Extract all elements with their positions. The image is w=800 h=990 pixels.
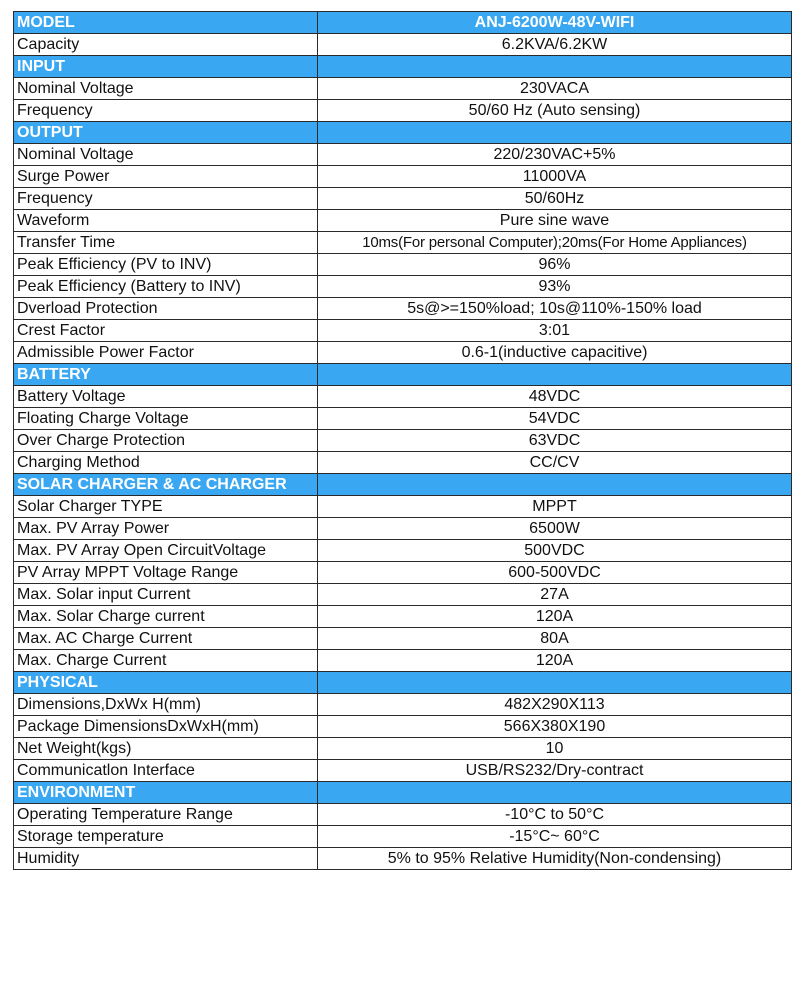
section-header-row [14,364,792,386]
spec-value: 6.2KVA/6.2KW [318,34,792,56]
spec-row [14,320,792,342]
spec-value: 10ms(For personal Computer);20ms(For Home Appliances) [318,232,792,254]
spec-value: 230VACA [318,78,792,100]
spec-row [14,628,792,650]
section-value [318,672,792,694]
spec-label: Capacity [14,34,318,56]
spec-row [14,452,792,474]
spec-label: Max. Solar input Current [14,584,318,606]
spec-row [14,254,792,276]
section-header-row [14,56,792,78]
spec-label: Max. Charge Current [14,650,318,672]
spec-value: 5s@>=150%load; 10s@110%-150% load [318,298,792,320]
spec-row [14,804,792,826]
spec-row [14,144,792,166]
section-value [318,364,792,386]
spec-row [14,562,792,584]
spec-row [14,386,792,408]
spec-row [14,276,792,298]
section-title: ENVIRONMENT [14,782,318,804]
section-value [318,782,792,804]
spec-value: 50/60Hz [318,188,792,210]
spec-row [14,540,792,562]
section-title: INPUT [14,56,318,78]
spec-value: 482X290X113 [318,694,792,716]
spec-value: CC/CV [318,452,792,474]
spec-row [14,716,792,738]
spec-table [13,11,792,870]
spec-row [14,166,792,188]
section-value [318,474,792,496]
spec-value: USB/RS232/Dry-contract [318,760,792,782]
spec-value: 48VDC [318,386,792,408]
spec-label: Dimensions,DxWx H(mm) [14,694,318,716]
section-header-row [14,122,792,144]
spec-value: 80A [318,628,792,650]
spec-label: Waveform [14,210,318,232]
spec-value: 63VDC [318,430,792,452]
spec-label: Battery Voltage [14,386,318,408]
spec-value: 5% to 95% Relative Humidity(Non-condensing) [318,848,792,870]
spec-value: 93% [318,276,792,298]
spec-value: -15°C~ 60°C [318,826,792,848]
spec-label: Frequency [14,188,318,210]
spec-value: 11000VA [318,166,792,188]
spec-row [14,232,792,254]
spec-label: Nominal Voltage [14,144,318,166]
spec-label: Peak Efficiency (Battery to INV) [14,276,318,298]
spec-label: Max. PV Array Power [14,518,318,540]
spec-label: Dverload Protection [14,298,318,320]
spec-label: Communicatlon Interface [14,760,318,782]
spec-row [14,210,792,232]
spec-label: Operating Temperature Range [14,804,318,826]
spec-label: Package DimensionsDxWxH(mm) [14,716,318,738]
spec-label: Max. Solar Charge current [14,606,318,628]
spec-label: Storage temperature [14,826,318,848]
section-title: BATTERY [14,364,318,386]
section-title: SOLAR CHARGER & AC CHARGER [14,474,318,496]
spec-row [14,518,792,540]
spec-label: Admissible Power Factor [14,342,318,364]
spec-label: Peak Efficiency (PV to INV) [14,254,318,276]
spec-row [14,826,792,848]
spec-row [14,188,792,210]
spec-row [14,694,792,716]
spec-value: -10°C to 50°C [318,804,792,826]
section-header-row [14,672,792,694]
spec-row [14,606,792,628]
spec-value: MPPT [318,496,792,518]
spec-row [14,650,792,672]
spec-label: PV Array MPPT Voltage Range [14,562,318,584]
spec-row [14,408,792,430]
spec-label: Surge Power [14,166,318,188]
section-header-row [14,782,792,804]
spec-value: 27A [318,584,792,606]
section-title: MODEL [14,12,318,34]
section-value [318,56,792,78]
spec-row [14,342,792,364]
spec-value: 0.6-1(inductive capacitive) [318,342,792,364]
section-value [318,122,792,144]
spec-row [14,430,792,452]
spec-label: Charging Method [14,452,318,474]
spec-row [14,298,792,320]
section-header-row [14,474,792,496]
section-header-row [14,12,792,34]
spec-label: Max. PV Array Open CircuitVoltage [14,540,318,562]
spec-value: 566X380X190 [318,716,792,738]
spec-label: Net Weight(kgs) [14,738,318,760]
spec-row [14,848,792,870]
spec-value: 96% [318,254,792,276]
spec-label: Frequency [14,100,318,122]
spec-row [14,584,792,606]
spec-row [14,760,792,782]
spec-value: 120A [318,650,792,672]
spec-row [14,78,792,100]
spec-label: Humidity [14,848,318,870]
spec-value: 6500W [318,518,792,540]
spec-label: Max. AC Charge Current [14,628,318,650]
spec-table-body [14,12,792,870]
section-title: PHYSICAL [14,672,318,694]
spec-row [14,100,792,122]
spec-label: Nominal Voltage [14,78,318,100]
spec-label: Over Charge Protection [14,430,318,452]
spec-value: 3:01 [318,320,792,342]
spec-row [14,34,792,56]
spec-value: 120A [318,606,792,628]
spec-row [14,738,792,760]
section-title: OUTPUT [14,122,318,144]
spec-label: Transfer Time [14,232,318,254]
spec-label: Floating Charge Voltage [14,408,318,430]
spec-value: 220/230VAC+5% [318,144,792,166]
spec-label: Solar Charger TYPE [14,496,318,518]
spec-value: 600-500VDC [318,562,792,584]
spec-value: 54VDC [318,408,792,430]
spec-label: Crest Factor [14,320,318,342]
spec-value: 10 [318,738,792,760]
spec-value: 50/60 Hz (Auto sensing) [318,100,792,122]
spec-value: 500VDC [318,540,792,562]
spec-value: Pure sine wave [318,210,792,232]
spec-row [14,496,792,518]
section-value: ANJ-6200W-48V-WIFI [318,12,792,34]
